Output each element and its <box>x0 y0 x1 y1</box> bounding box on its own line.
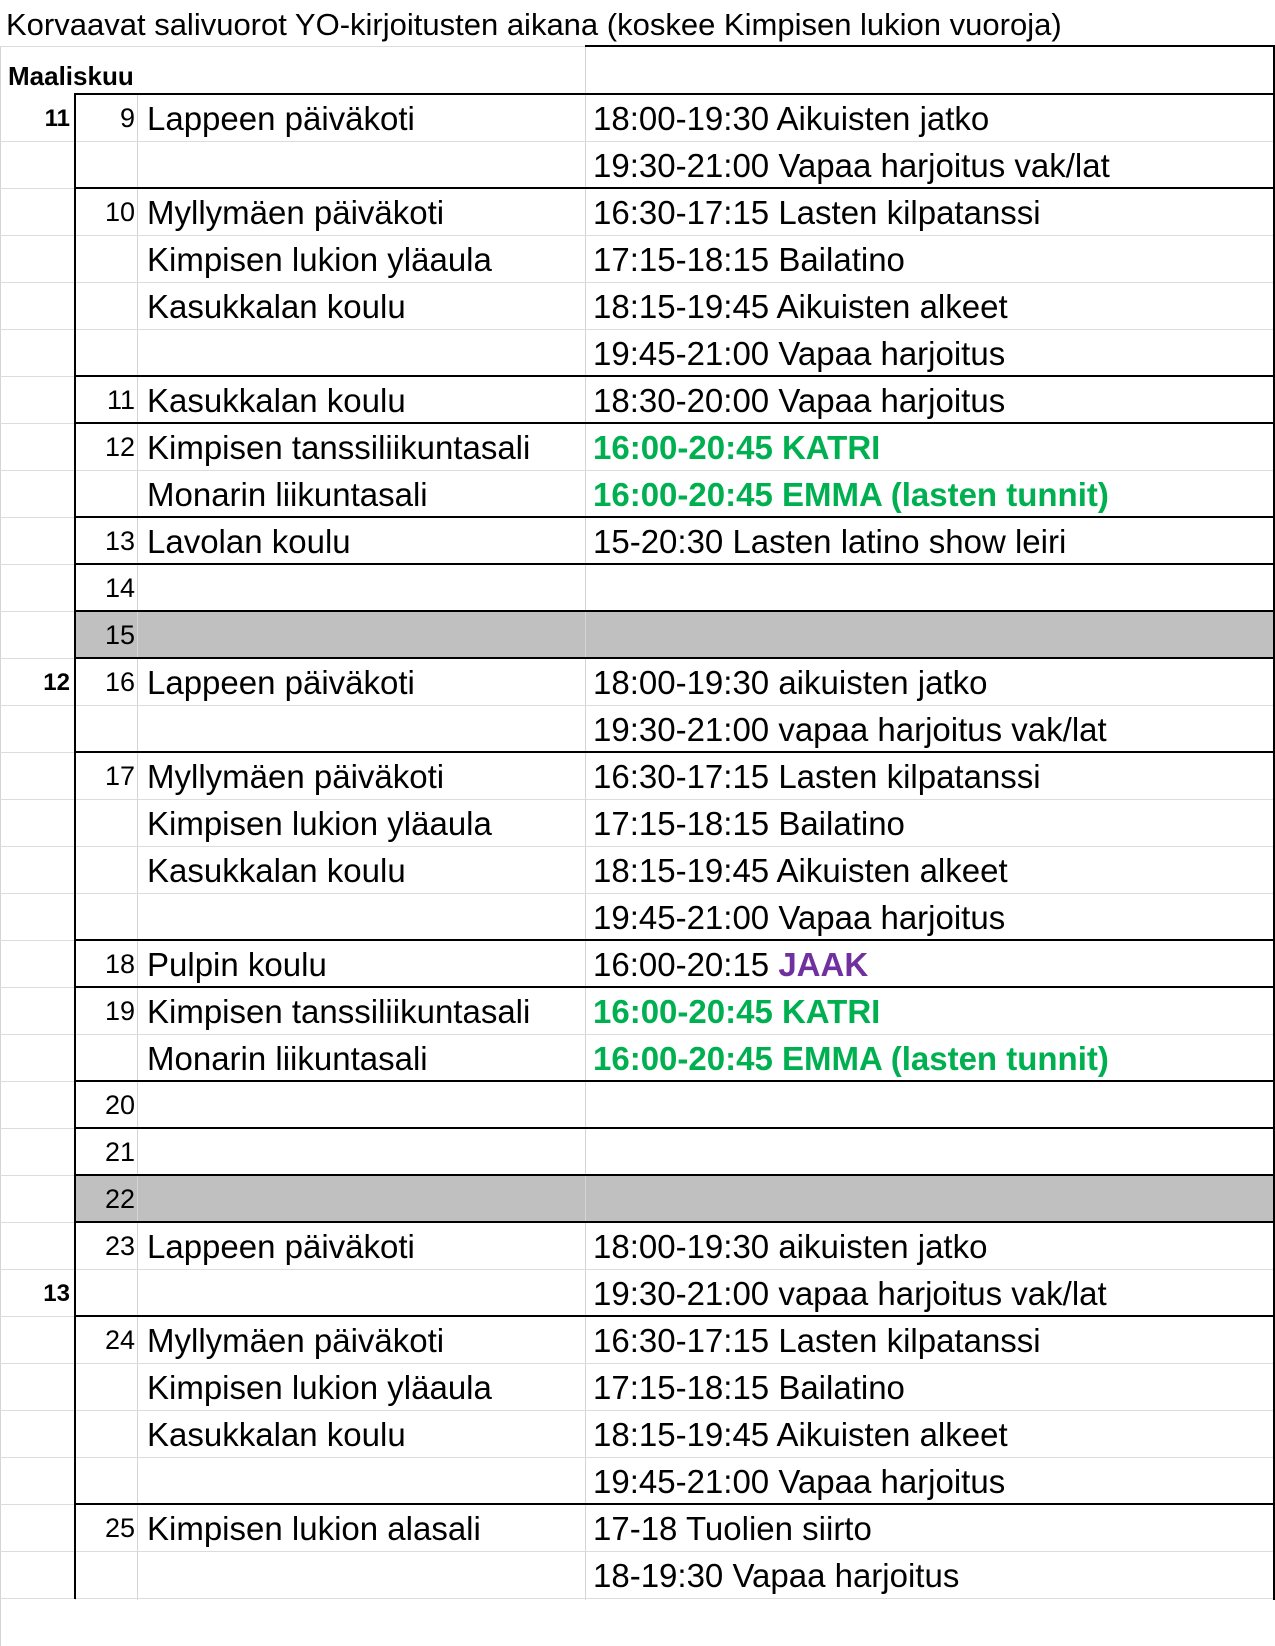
schedule-text: 18:00-19:30 aikuisten jatko <box>593 1228 988 1265</box>
table-row <box>0 846 1275 893</box>
day-block-border <box>75 1315 1275 1317</box>
day-block-border <box>75 422 1275 424</box>
week-number <box>0 1551 70 1598</box>
schedule-entry <box>593 1457 1005 1504</box>
month-label: Maaliskuu <box>8 61 134 91</box>
schedule-text: 17:15-18:15 Bailatino <box>593 1369 905 1406</box>
day-number <box>75 893 135 940</box>
day-number <box>75 329 135 376</box>
week-number <box>0 1363 70 1410</box>
venue-name: Myllymäen päiväkoti <box>147 194 445 231</box>
schedule-text: 19:45-21:00 Vapaa harjoitus <box>593 899 1006 936</box>
day-block-border <box>75 657 1275 659</box>
table-row <box>0 1222 1275 1269</box>
day-block-border <box>75 1127 1275 1129</box>
day-number <box>75 235 135 282</box>
day-number: 18 <box>104 949 135 979</box>
week-number <box>0 940 70 987</box>
day-block-border <box>75 1080 1275 1082</box>
schedule-text: 16:00-20:45 EMMA (lasten tunnit) <box>593 1040 1109 1077</box>
schedule-entry <box>593 282 1008 329</box>
day-number: 19 <box>104 996 135 1026</box>
day-number <box>75 705 135 752</box>
schedule-text: 18:15-19:45 Aikuisten alkeet <box>593 288 1008 325</box>
venue-name: Kimpisen lukion yläaula <box>147 241 492 278</box>
venue-name: Kasukkalan koulu <box>147 288 406 325</box>
week-number <box>0 987 70 1034</box>
venue-name: Kasukkalan koulu <box>147 382 406 419</box>
table-row <box>0 940 1275 987</box>
day-block-border <box>75 986 1275 988</box>
day-number: 21 <box>104 1137 135 1167</box>
schedule-entry <box>593 94 989 141</box>
grid-row-line <box>0 282 1275 283</box>
schedule-text: 16:30-17:15 Lasten kilpatanssi <box>593 194 1041 231</box>
week-number: 13 <box>43 1280 70 1307</box>
venue-name: Kimpisen lukion yläaula <box>147 805 492 842</box>
day-number: 11 <box>106 385 135 415</box>
day-number: 9 <box>119 103 135 133</box>
schedule-entry <box>593 188 1041 235</box>
table-row <box>0 1363 1275 1410</box>
day-number: 22 <box>104 1184 135 1214</box>
schedule-entry <box>593 1410 1008 1457</box>
schedule-text: 18-19:30 Vapaa harjoitus <box>593 1557 960 1594</box>
day-number <box>75 1551 135 1598</box>
week-number <box>0 1175 70 1222</box>
day-number <box>75 141 135 188</box>
grid-row-line <box>0 846 1275 847</box>
week-number <box>0 423 70 470</box>
grid-row-line <box>0 235 1275 236</box>
day-block-border <box>75 375 1275 377</box>
week-number <box>0 705 70 752</box>
venue-name: Kimpisen tanssiliikuntasali <box>147 993 531 1030</box>
day-number <box>75 799 135 846</box>
week-number <box>0 1410 70 1457</box>
table-row <box>0 329 1275 376</box>
week-number <box>0 1034 70 1081</box>
day-number: 12 <box>104 432 135 462</box>
table-row <box>0 517 1275 564</box>
venue-name: Monarin liikuntasali <box>147 476 428 513</box>
schedule-entry <box>593 423 880 470</box>
week-number <box>0 376 70 423</box>
table-row <box>0 1504 1275 1551</box>
schedule-entry <box>593 376 1005 423</box>
day-number: 14 <box>104 573 135 603</box>
schedule-text: 18:15-19:45 Aikuisten alkeet <box>593 852 1008 889</box>
day-block-border <box>75 939 1275 941</box>
week-number <box>0 329 70 376</box>
schedule-entry <box>593 658 987 705</box>
grid-row-line <box>0 329 1275 330</box>
day-number <box>75 1457 135 1504</box>
day-block-border <box>75 563 1275 565</box>
grid-row-line <box>0 1034 1275 1035</box>
week-number: 12 <box>43 669 70 696</box>
venue-name: Lavolan koulu <box>147 523 351 560</box>
table-row <box>0 1175 1275 1222</box>
day-block-border <box>75 1503 1275 1505</box>
schedule-text: 17:15-18:15 Bailatino <box>593 805 905 842</box>
table-row <box>0 1316 1275 1363</box>
table-row <box>0 235 1275 282</box>
schedule-entry <box>593 705 1107 752</box>
instructor-name: JAAK <box>778 946 869 983</box>
table-row <box>0 987 1275 1034</box>
venue-name: Kasukkalan koulu <box>147 852 406 889</box>
day-number: 23 <box>104 1231 135 1261</box>
schedule-entry <box>593 1222 987 1269</box>
schedule-text: 17-18 Tuolien siirto <box>593 1510 872 1547</box>
week-number <box>0 470 70 517</box>
venue-name: Myllymäen päiväkoti <box>147 758 445 795</box>
grid-row-line <box>0 1363 1275 1364</box>
day-number <box>75 1034 135 1081</box>
table-row <box>0 1269 1275 1316</box>
table-row <box>0 141 1275 188</box>
day-number: 10 <box>104 197 135 227</box>
grid-row-line <box>0 141 1275 142</box>
table-row <box>0 1128 1275 1175</box>
week-number <box>0 1457 70 1504</box>
schedule-text: 15-20:30 Lasten latino show leiri <box>593 523 1067 560</box>
week-number <box>0 846 70 893</box>
table-row <box>0 188 1275 235</box>
schedule-entry <box>593 329 1005 376</box>
week-number <box>0 893 70 940</box>
venue-name: Myllymäen päiväkoti <box>147 1322 445 1359</box>
week-number <box>0 235 70 282</box>
schedule-text: 19:30-21:00 Vapaa harjoitus vak/lat <box>593 147 1110 184</box>
schedule-text: 19:45-21:00 Vapaa harjoitus <box>593 335 1006 372</box>
schedule-entry <box>593 940 868 987</box>
day-number: 25 <box>104 1513 135 1543</box>
day-number <box>75 1363 135 1410</box>
venue-name: Lappeen päiväkoti <box>147 100 415 137</box>
grid-row-line <box>0 799 1275 800</box>
table-row <box>0 752 1275 799</box>
table-left-border <box>74 93 76 1599</box>
table-row <box>0 705 1275 752</box>
schedule-entry <box>593 1504 872 1551</box>
schedule-text: 16:00-20:45 KATRI <box>593 993 881 1030</box>
schedule-text: 18:30-20:00 Vapaa harjoitus <box>593 382 1006 419</box>
grid-row-line <box>0 1410 1275 1411</box>
week-number <box>0 1128 70 1175</box>
table-row <box>0 1457 1275 1504</box>
table-row <box>0 893 1275 940</box>
table-row <box>0 1034 1275 1081</box>
table-row <box>0 611 1275 658</box>
day-block-border <box>75 516 1275 518</box>
table-row <box>0 658 1275 705</box>
schedule-entry <box>593 846 1008 893</box>
schedule-entry <box>593 752 1041 799</box>
day-number <box>75 470 135 517</box>
schedule-entry <box>593 1551 959 1598</box>
week-number <box>0 564 70 611</box>
schedule-entry <box>593 235 905 282</box>
schedule-text: 18:15-19:45 Aikuisten alkeet <box>593 1416 1008 1453</box>
grid-row-line <box>0 893 1275 894</box>
day-number: 17 <box>104 761 135 791</box>
table-row <box>0 94 1275 141</box>
week-number <box>0 1316 70 1363</box>
venue-name: Kasukkalan koulu <box>147 1416 406 1453</box>
schedule-text: 19:30-21:00 vapaa harjoitus vak/lat <box>593 1275 1107 1312</box>
venue-name: Lappeen päiväkoti <box>147 664 415 701</box>
week-number <box>0 282 70 329</box>
week-number <box>0 1222 70 1269</box>
table-row <box>0 1410 1275 1457</box>
grid-row-line <box>0 705 1275 706</box>
grid-row-line <box>0 1551 1275 1552</box>
shaded-row-fill <box>75 611 1275 658</box>
page-title: Korvaavat salivuorot YO-kirjoitusten aikana (koskee Kimpisen lukion vuoroja) <box>6 7 1062 42</box>
day-block-border <box>75 1221 1275 1223</box>
week-number <box>0 517 70 564</box>
table-row <box>0 564 1275 611</box>
week-number <box>0 611 70 658</box>
venue-name: Kimpisen tanssiliikuntasali <box>147 429 531 466</box>
schedule-entry <box>593 1363 905 1410</box>
schedule-text: 18:00-19:30 aikuisten jatko <box>593 664 988 701</box>
schedule-text: 16:00-20:45 KATRI <box>593 429 881 466</box>
table-row <box>0 1551 1275 1598</box>
day-number: 13 <box>104 526 135 556</box>
venue-name: Lappeen päiväkoti <box>147 1228 415 1265</box>
day-block-border <box>75 1174 1275 1176</box>
week-number: 11 <box>44 105 70 132</box>
schedule-text: 16:30-17:15 Lasten kilpatanssi <box>593 758 1041 795</box>
table-row <box>0 799 1275 846</box>
table-row <box>0 282 1275 329</box>
week-number <box>0 799 70 846</box>
schedule-text: 16:00-20:15 <box>593 946 779 983</box>
day-block-border <box>75 751 1275 753</box>
schedule-entry <box>593 470 1109 517</box>
venue-name: Pulpin koulu <box>147 946 327 983</box>
grid-row-line <box>0 470 1275 471</box>
week-number <box>0 752 70 799</box>
day-block-border <box>75 187 1275 189</box>
week-number <box>0 1081 70 1128</box>
venue-name: Kimpisen lukion alasali <box>147 1510 481 1547</box>
schedule-entry <box>593 893 1005 940</box>
day-block-border <box>75 610 1275 612</box>
schedule-text: 16:30-17:15 Lasten kilpatanssi <box>593 1322 1041 1359</box>
schedule-text: 17:15-18:15 Bailatino <box>593 241 905 278</box>
grid-column-line <box>585 46 586 1600</box>
schedule-entry <box>593 987 880 1034</box>
grid-row-line <box>0 1269 1275 1270</box>
grid-column-line <box>137 94 138 1600</box>
grid-row-line <box>0 1457 1275 1458</box>
schedule-entry <box>593 517 1066 564</box>
day-number <box>75 282 135 329</box>
shaded-row-fill <box>75 1175 1275 1222</box>
table-row <box>0 376 1275 423</box>
schedule-entry <box>593 1034 1109 1081</box>
day-number <box>75 846 135 893</box>
schedule-text: 19:30-21:00 vapaa harjoitus vak/lat <box>593 711 1107 748</box>
schedule-entry <box>593 1269 1107 1316</box>
day-number: 15 <box>104 620 135 650</box>
table-row <box>0 1081 1275 1128</box>
grid-row-line <box>0 1598 1275 1599</box>
day-number: 20 <box>104 1090 135 1120</box>
table-row <box>0 470 1275 517</box>
schedule-entry <box>593 799 905 846</box>
schedule-entry <box>593 141 1110 188</box>
week-number <box>0 1504 70 1551</box>
schedule-text: 18:00-19:30 Aikuisten jatko <box>593 100 990 137</box>
day-block-border <box>75 93 1275 95</box>
day-number: 16 <box>104 667 135 697</box>
week-number <box>0 188 70 235</box>
schedule-entry <box>593 1316 1041 1363</box>
day-number: 24 <box>104 1325 135 1355</box>
schedule-text: 19:45-21:00 Vapaa harjoitus <box>593 1463 1006 1500</box>
venue-name: Kimpisen lukion yläaula <box>147 1369 492 1406</box>
table-row <box>0 423 1275 470</box>
day-number <box>75 1410 135 1457</box>
schedule-text: 16:00-20:45 EMMA (lasten tunnit) <box>593 476 1109 513</box>
venue-name: Monarin liikuntasali <box>147 1040 428 1077</box>
week-number <box>0 141 70 188</box>
day-number <box>75 1269 135 1316</box>
header-top-border <box>585 45 1275 47</box>
